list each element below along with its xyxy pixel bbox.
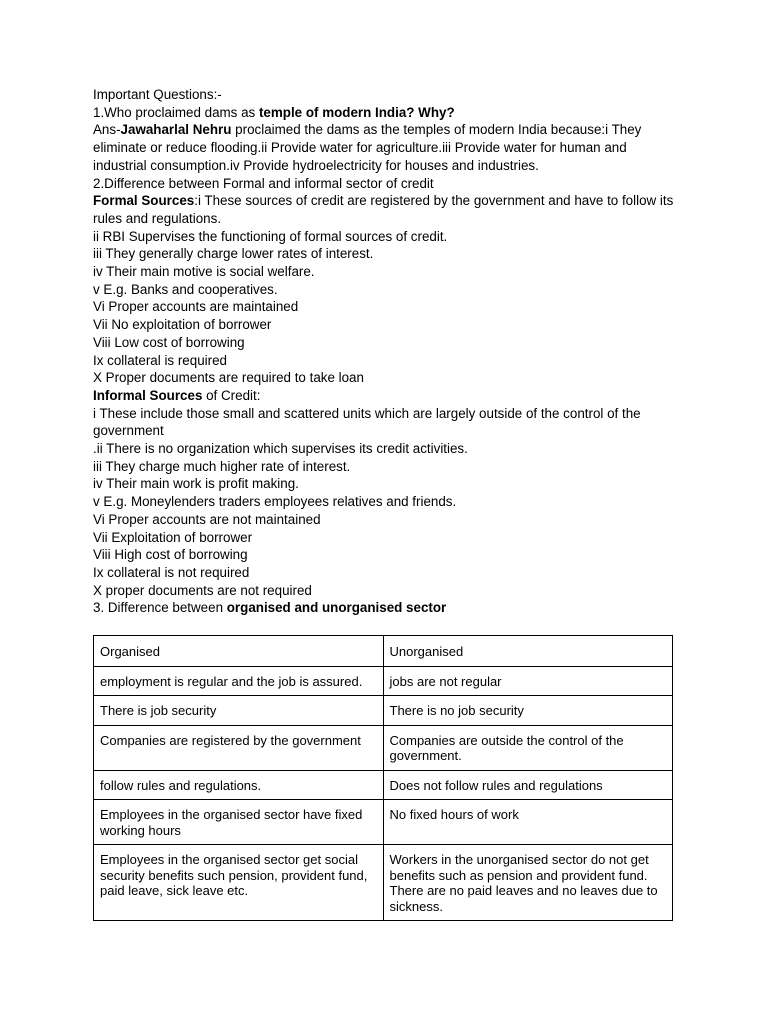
question-3-emphasis: organised and unorganised sector xyxy=(226,600,447,616)
answer-1-name: Jawaharlal Nehru xyxy=(120,122,232,138)
answer-1 xyxy=(93,121,683,174)
table-cell: Employees in the organised sector have fixed working hours xyxy=(94,800,384,845)
informal-point: iv Their main work is profit making. xyxy=(93,476,299,492)
question-3-text: 3. Difference between xyxy=(93,600,227,616)
table-cell: follow rules and regulations. xyxy=(94,770,384,800)
table-row xyxy=(94,770,673,800)
question-1 xyxy=(93,104,683,122)
table-cell: Employees in the organised sector get social security benefits such pension, provident fund, paid leave, sick leave etc. xyxy=(94,845,384,921)
answer-1-prefix: Ans- xyxy=(93,122,121,138)
informal-point: .ii There is no organization which supervises its credit activities. xyxy=(93,441,468,457)
formal-point: Vii No exploitation of borrower xyxy=(93,317,272,333)
informal-sources-list xyxy=(93,405,683,600)
document-body xyxy=(93,86,683,617)
formal-point: v E.g. Banks and cooperatives. xyxy=(93,281,278,297)
table-cell: Companies are registered by the government xyxy=(94,725,384,770)
informal-point: Viii High cost of borrowing xyxy=(93,547,248,563)
informal-sources-heading: Informal Sources xyxy=(93,387,203,403)
table-cell: No fixed hours of work xyxy=(383,800,673,845)
formal-point: Viii Low cost of borrowing xyxy=(93,334,245,350)
formal-sources-intro xyxy=(93,192,683,227)
formal-point: iv Their main motive is social welfare. xyxy=(93,264,315,280)
informal-point: i These include those small and scattered units which are largely outside of the control of the government xyxy=(93,405,641,439)
table-cell: Companies are outside the control of the government. xyxy=(383,725,673,770)
formal-sources-list xyxy=(93,228,683,387)
informal-point: v E.g. Moneylenders traders employees relatives and friends. xyxy=(93,494,457,510)
formal-point: X Proper documents are required to take loan xyxy=(93,370,364,386)
informal-sources-heading-rest: of Credit: xyxy=(202,387,261,403)
table-cell: Workers in the unorganised sector do not get benefits such as pension and provident fund. There are no paid leaves and no leaves due to sickness. xyxy=(383,845,673,921)
table-cell: employment is regular and the job is assured. xyxy=(94,666,384,696)
table-row xyxy=(94,696,673,726)
table-row xyxy=(94,800,673,845)
table-cell: jobs are not regular xyxy=(383,666,673,696)
question-3 xyxy=(93,599,683,617)
formal-point: ii RBI Supervises the functioning of formal sources of credit. xyxy=(93,228,448,244)
informal-point: Ix collateral is not required xyxy=(93,564,250,580)
document-heading: Important Questions:- xyxy=(93,87,222,102)
formal-sources-heading: Formal Sources xyxy=(93,193,195,209)
table-cell: Does not follow rules and regulations xyxy=(383,770,673,800)
formal-sources-intro-text: :i These sources of credit are registered by the government and have to follow its rules and regulations. xyxy=(93,193,674,226)
sector-comparison-table xyxy=(93,635,673,921)
table-cell: There is job security xyxy=(94,696,384,726)
table-row xyxy=(94,666,673,696)
informal-point: Vii Exploitation of borrower xyxy=(93,529,253,545)
formal-point: Vi Proper accounts are maintained xyxy=(93,299,299,315)
table-header-row xyxy=(94,636,673,667)
table-row xyxy=(94,725,673,770)
header-unorganised: Unorganised xyxy=(383,636,673,667)
answer-1-text: proclaimed the dams as the temples of modern India because:i They eliminate or reduce flooding.ii Provide water for agriculture.iii Provide water for human and industrial consumption.iv Provide hydroelectricity for houses and industries. xyxy=(93,122,642,173)
informal-sources-title xyxy=(93,387,683,405)
informal-point: Vi Proper accounts are not maintained xyxy=(93,511,321,527)
question-1-text: 1.Who proclaimed dams as xyxy=(93,104,259,120)
formal-point: Ix collateral is required xyxy=(93,352,227,368)
table-cell: There is no job security xyxy=(383,696,673,726)
question-2: 2.Difference between Formal and informal sector of credit xyxy=(93,175,434,191)
question-1-emphasis: temple of modern India? Why? xyxy=(258,104,455,120)
table-row xyxy=(94,845,673,921)
informal-point: iii They charge much higher rate of interest. xyxy=(93,458,351,474)
formal-point: iii They generally charge lower rates of interest. xyxy=(93,246,374,262)
informal-point: X proper documents are not required xyxy=(93,582,312,598)
header-organised: Organised xyxy=(94,636,384,667)
